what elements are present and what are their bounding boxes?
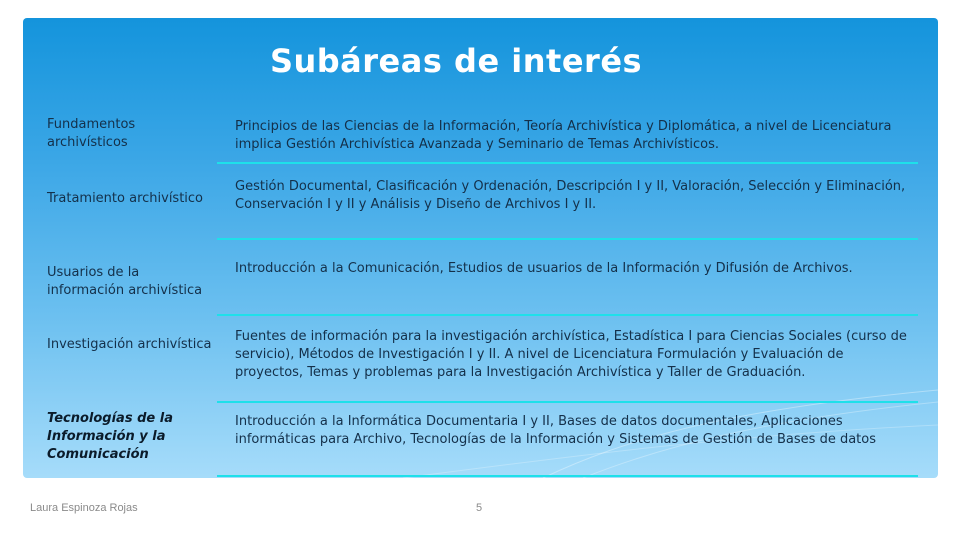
row-description-tratamiento: Gestión Documental, Clasificación y Ordenación, Descripción I y II, Valoración, Selección y Eliminación, Conservación I y II y Análisis y Diseño de Archivos I y II. [235,179,906,212]
row-separator [217,162,918,164]
row-separator [217,238,918,240]
row-label-tecnologias: Tecnologías de la Información y la Comunicación [47,411,173,462]
page-number: 5 [476,502,483,514]
row-description-tecnologias: Introducción a la Informática Documentaria I y II, Bases de datos documentales, Aplicaciones informáticas para Archivo, Tecnologías de la Información y Sistemas de Gestión de Bases de datos [235,414,876,447]
row-separator [217,314,918,316]
row-separator [217,401,918,403]
row-description-fundamentos: Principios de las Ciencias de la Información, Teoría Archivística y Diplomática, a nivel de Licenciatura implica Gestión Archivística Avanzada y Seminario de Temas Archivísticos. [235,119,892,152]
row-separator [217,475,918,477]
row-description-investigacion: Fuentes de información para la investigación archivística, Estadística I para Ciencias Sociales (curso de servicio), Métodos de Investigación I y II. A nivel de Licenciatura Formulación y Evaluación de proyectos, Temas y problemas para la Investigación Archivística y Taller de Graduación. [235,329,907,380]
row-label-usuarios: Usuarios de la información archivística [47,265,203,298]
row-label-investigacion: Investigación archivística [47,337,212,352]
slide-background [23,18,938,478]
row-description-usuarios: Introducción a la Comunicación, Estudios de usuarios de la Información y Difusión de Archivos. [235,261,853,276]
slide-title: Subáreas de interés [269,42,643,80]
row-label-fundamentos: Fundamentos archivísticos [47,117,136,150]
row-label-tratamiento: Tratamiento archivístico [47,191,204,206]
footer-author: Laura Espinoza Rojas [30,502,138,514]
